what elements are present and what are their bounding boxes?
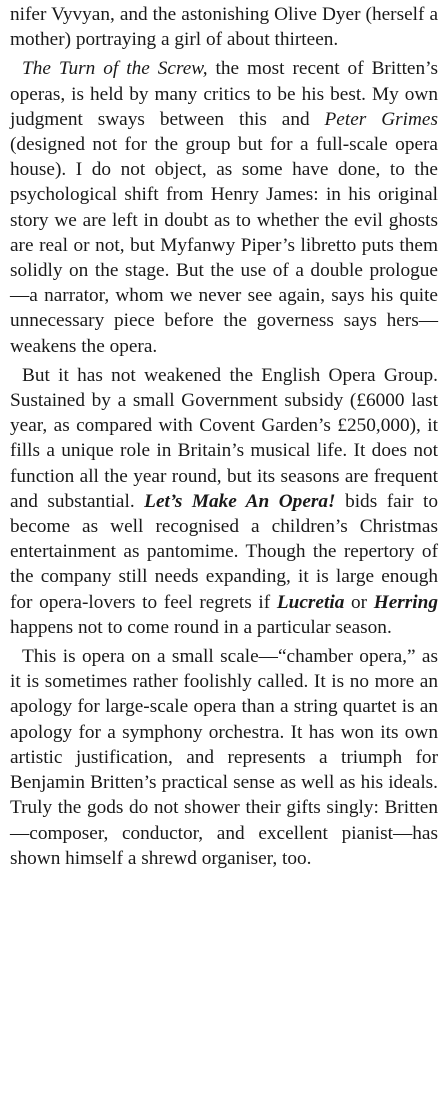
paragraph-2	[10, 56, 438, 358]
text-run: Peter Grimes	[324, 108, 438, 130]
text-run: nifer Vyvyan, and the astonishing Olive Dyer (herself a mother) portraying a girl of about thirteen.	[10, 4, 438, 51]
article-body	[10, 2, 438, 871]
text-run: (designed not for the group but for a full-scale opera house). I do not object, as some have done, to the psychological shift from Henry James: in his original story we are left in doubt as to whether the evil ghosts are real or not, but Myfanwy Piper’s libretto puts them solidly on the stage. But the use of a double prologue—a narrator, whom we never see again, says his quite unnecessary piece before the governess says hers—weakens the opera.	[10, 134, 438, 357]
text-run: bids fair to become as well recognised a children’s Christmas entertainment as pantomime. Though the repertory of the company still needs expanding, it is large enough for opera-lovers to feel regrets if	[10, 490, 438, 613]
text-run: happens not to come round in a particular season.	[10, 616, 392, 638]
text-run: The Turn of the Screw,	[22, 58, 208, 80]
paragraph-4	[10, 644, 438, 871]
text-run: Let’s Make An Opera!	[144, 490, 336, 512]
text-run: the most recent of Britten’s operas, is held by many critics to be his best. My own judgment sways between this and	[10, 58, 438, 130]
text-run: But it has not weakened the English Opera Group. Sustained by a small Government subsidy (£6000 last year, as compared with Covent Garden’s £250,000), it fills a unique role in Britain’s musical life. It does not function all the year round, but its seasons are frequent and substantial.	[10, 364, 438, 512]
text-run: This is opera on a small scale—“chamber opera,” as it is sometimes rather foolishly called. It is no more an apology for large-scale opera than a string quartet is an apology for a symphony orchestra. It has won its own artistic justification, and represents a triumph for Benjamin Britten’s practical sense as well as his ideals. Truly the gods do not shower their gifts singly: Britten—composer, conductor, and excellent pianist—has shown himself a shrewd organiser, too.	[10, 646, 438, 869]
text-run: Lucretia	[276, 591, 345, 613]
text-run: Herring	[373, 591, 438, 613]
paragraph-1	[10, 2, 438, 52]
paragraph-3	[10, 363, 438, 640]
text-run: or	[344, 591, 374, 613]
